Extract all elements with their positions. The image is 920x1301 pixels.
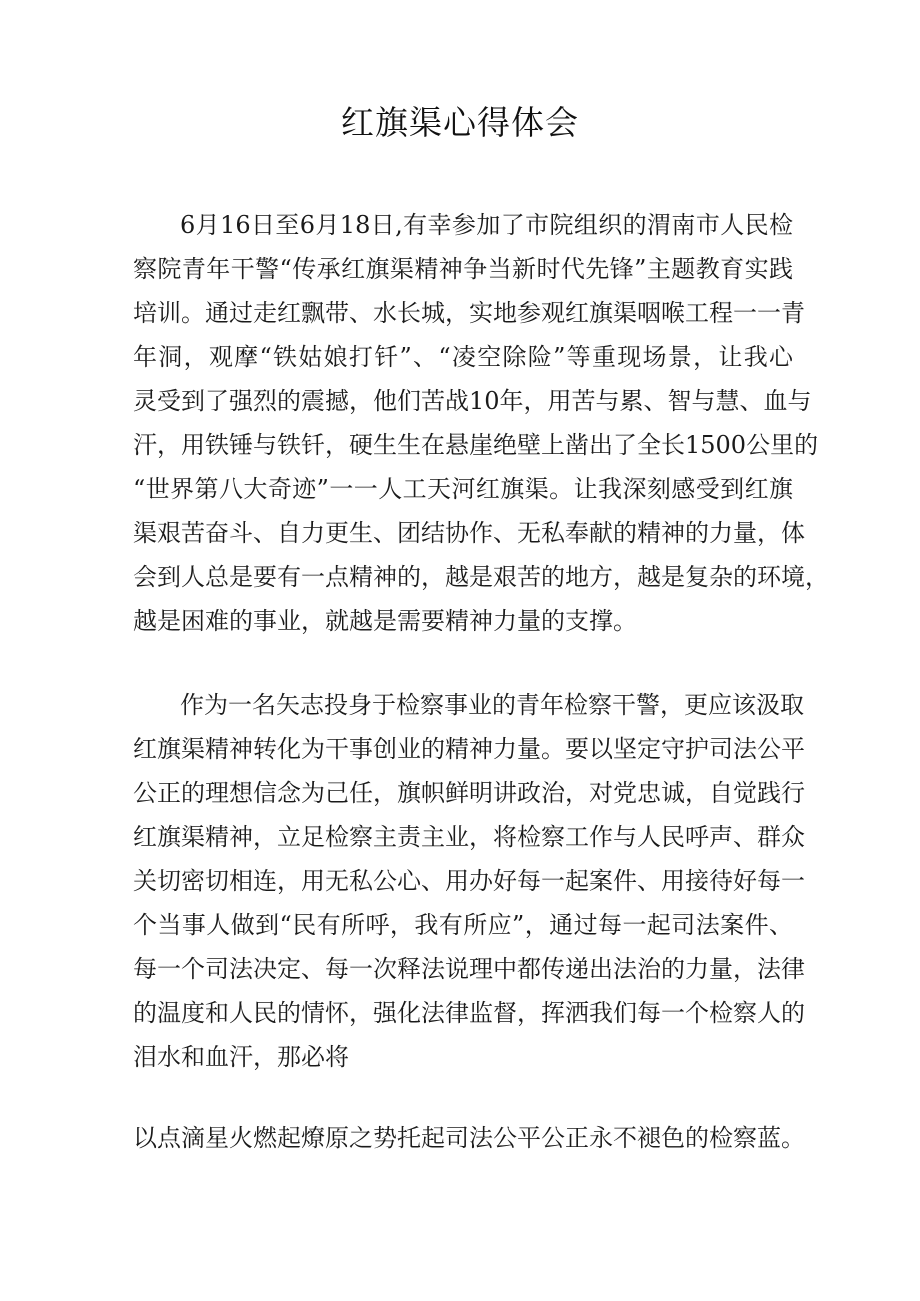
- paragraph-2: [133, 683, 805, 1079]
- text-line: 渠艰苦奋斗、自力更生、团结协作、无私奉献的精神的力量，体: [133, 519, 805, 547]
- text-line: 公正的理想信念为己任，旗帜鲜明讲政治，对党忠诚，自觉践行: [133, 779, 805, 807]
- text-line: 每一个司法决定、每一次释法说理中都传递出法治的力量，法律: [133, 955, 805, 983]
- paragraph-1: [133, 203, 829, 643]
- text-line: 6月16日至6月18日,有幸参加了市院组织的渭南市人民检: [180, 211, 793, 239]
- text-line: 关切密切相连，用无私公心、用办好每一起案件、用接待好每一: [133, 867, 805, 895]
- text-line: 红旗渠精神转化为干事创业的精神力量。要以坚定守护司法公平: [133, 735, 805, 763]
- text-line: 汗，用铁锤与铁钎，硬生生在悬崖绝壁上凿出了全长1500公里的: [133, 431, 819, 459]
- document-title: 红旗渠心得体会: [341, 103, 579, 142]
- text-line: 泪水和血汗，那必将: [133, 1043, 349, 1071]
- text-line: 越是困难的事业，就越是需要精神力量的支撑。: [133, 607, 637, 635]
- text-line: 灵受到了强烈的震撼，他们苦战10年，用苦与累、智与慧、血与: [133, 387, 812, 415]
- text-line: 红旗渠精神，立足检察主责主业，将检察工作与人民呼声、群众: [133, 823, 805, 851]
- text-line: 的温度和人民的情怀，强化法律监督，挥洒我们每一个检察人的: [133, 999, 805, 1027]
- text-line: 会到人总是要有一点精神的，越是艰苦的地方，越是复杂的环境，: [133, 563, 829, 591]
- text-line: 年洞，观摩“铁姑娘打钎”、“凌空除险”等重现场景，让我心: [133, 343, 793, 371]
- text-line: 培训。通过走红飘带、水长城，实地参观红旗渠咽喉工程一一青: [133, 299, 805, 327]
- text-line: “世界第八大奇迹”一一人工天河红旗渠。让我深刻感受到红旗: [133, 475, 793, 503]
- text-line: 作为一名矢志投身于检察事业的青年检察干警，更应该汲取: [180, 691, 804, 719]
- paragraph-3: [133, 1116, 805, 1160]
- text-line: 察院青年干警“传承红旗渠精神争当新时代先锋”主题教育实践: [133, 255, 793, 283]
- text-line: 个当事人做到“民有所呼，我有所应”，通过每一起司法案件、: [133, 911, 793, 939]
- text-line: 以点滴星火燃起燎原之势托起司法公平公正永不褪色的检察蓝。: [133, 1124, 805, 1152]
